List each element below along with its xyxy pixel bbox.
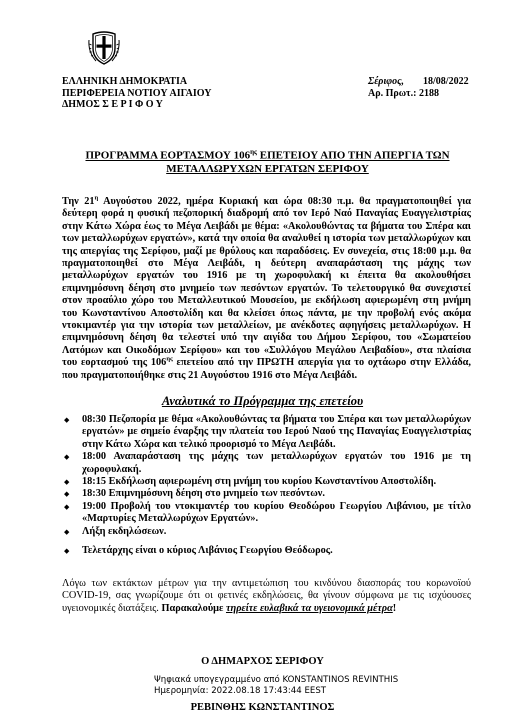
digital-signature-date: Ημερομηνία: 2022.08.18 17:43:44 EEST <box>154 685 327 696</box>
program-item: ◆ 19:00 Προβολή του ντοκιμαντέρ του κυρίου Θεοδώρου Γεωργίου Λιβάνιου, με τίτλο «Μαρτυρίες Μεταλλωρύχων Εργατών». <box>64 500 471 525</box>
program-item: ◆ 18:30 Επιμνημόσυνη δέηση στο μνημείο των πεσόντων. <box>64 488 325 500</box>
diamond-bullet-icon: ◆ <box>64 453 70 462</box>
diamond-bullet-icon: ◆ <box>64 527 70 536</box>
program-item: ◆ 08:30 Πεζοπορία με θέμα «Ακολουθώντας τα βήματα του Σπέρα και των μεταλλωρύχων εργατών» με σημείο έναρξης την πλατεία του Ιερού Ναού της Παναγίας Ευαγγελιστρίας στην Κάτω Χώρα και τελικό προορισμό το Μέγα Λειβάδι. <box>64 414 471 450</box>
diamond-bullet-icon: ◆ <box>64 478 70 487</box>
diamond-bullet-icon: ◆ <box>64 490 70 499</box>
program-heading: Αναλυτικά το Πρόγραμμα της επετείου <box>161 394 364 408</box>
signatory-title: Ο ΔΗΜΑΡΧΟΣ ΣΕΡΙΦΟΥ <box>201 656 324 667</box>
document-date: 18/08/2022 <box>423 76 469 87</box>
issuer-region: ΠΕΡΙΦΕΡΕΙΑ ΝΟΤΙΟΥ ΑΙΓΑΙΟΥ <box>62 87 212 99</box>
program-item: ◆ Λήξη εκδηλώσεων. <box>64 525 167 537</box>
diamond-bullet-icon: ◆ <box>64 547 70 555</box>
program-item: ◆ 18:00 Αναπαράσταση της μάχης των μεταλλωρύχων εργατών του 1916 με τη χωροφυλακή. <box>64 451 471 475</box>
intro-paragraph: Την $21^\eta$ Αυγούστου 2022, ημέρα Κυριακή και ώρα 08:30 π.μ. θα πραγματοποιηθεί για δεύτερη φορά η φυσική πεζοπορική διαδρομή από τον Ιερό Ναό Παναγίας Ευαγγελιστρίας στην Κάτω Χώρα έως το Μέγα Λειβάδι με θέμα: «Ακολουθώντας τα βήματα του Σπέρα και των μεταλλωρύχων εργατών», κατά την οποία θα αναλυθεί η ιστορία των μεταλλωρύχων και της απεργίας της Σερίφου, μαζί με θρύλους και παραδόσεις. Εν συνεχεία, στις 18:00 μ.μ. θα πραγματοποιηθεί στο Μέγα Λειβάδι, η δεύτερη αναπαράσταση της μάχης των μεταλλωρύχων εργατών του 1916 με τη χωροφυλακή κι έπειτα θα ακολουθήσει επιμνημόσυνη δέηση στο μνημείο των πεσόντων εργατών. Το τελετουργικό θα συνεχιστεί στον προαύλιο χώρο του Μεταλλευτικού Μουσείου, με εκδήλωση αφιερωμένη στη μνήμη του Κωνσταντίνου Αποστολίδη και θα κλείσει όπως πάντα, με την προβολή ενός ακόμα ντοκιμαντέρ για την ιστορία των μεταλλείων, με ανέκδοτες αφηγήσεις μεταλλωρύχων. Η επιμνημόσυνη δέηση θα τελεστεί υπό την αιγίδα του Δήμου Σερίφου, του «Σωματείου Λατόμων και Οικοδόμων Σερίφου» και του «Συλλόγου Μεγάλου Λειβαδίου», στα πλαίσια του εορτασμού της $106^{\eta\varsigma}$ επετείου από την ΠΡΩΤΗ απεργία για το οχτάωρο στην Ελλάδα, που πραγματοποιήθηκε στις 21 Αυγούστου 1916 στο Μέγα Λειβάδι. <box>62 194 472 381</box>
diamond-bullet-icon: ◆ <box>64 502 70 511</box>
issuer-municipality: ΔΗΜΟΣ Σ Ε Ρ Ι Φ Ο Υ <box>62 99 163 110</box>
document-meta <box>368 76 469 99</box>
issuer-country: ΕΛΛΗΝΙΚΗ ΔΗΜΟΚΡΑΤΙΑ <box>62 76 188 87</box>
protocol-number: Αρ. Πρωτ.: 2188 <box>368 87 439 99</box>
program-item: ◆ 18:15 Εκδήλωση αφιερωμένη στη μνήμη του κυρίου Κωνσταντίνου Αποστολίδη. <box>64 476 437 488</box>
digital-signature <box>154 675 398 696</box>
diamond-bullet-icon: ◆ <box>64 416 70 424</box>
greek-coat-of-arms-icon <box>88 30 120 66</box>
program-list <box>62 414 471 538</box>
document-title: ΠΡΟΓΡΑΜΜΑ ΕΟΡΤΑΣΜΟΥ $106^{\eta\varsigma}$ ΕΠΕΤΕΙΟΥ ΑΠΟ ΤΗΝ ΑΠΕΡΓΙΑ ΤΩΝ ΜΕΤΑΛΛΩΡΥΧΩΝ ΕΡΓΑΤΩΝ ΣΕΡΙΦΟΥ <box>85 148 450 175</box>
signatory-name: ΡΕΒΙΝΘΗΣ ΚΩΝΣΤΑΝΤΙΝΟΣ <box>190 702 335 713</box>
digital-signer: Ψηφιακά υπογεγραμμένο από KONSTANTINOS REVINTHIS <box>154 675 399 685</box>
covid-notice: Λόγω των εκτάκτων μέτρων για την αντιμετώπιση του κινδύνου διασποράς του κορωνοϊού COVID-19, σας γνωρίζουμε ότι οι φετινές εκδηλώσεις, θα γίνουν σύμφωνα με τις ισχύουσες υγειονομικές διατάξεις. Παρακαλούμε τηρείτε ευλαβικά τα υγειονομικά μέτρα! <box>62 578 471 614</box>
issuer-block <box>62 76 212 111</box>
document-place: Σέριφος, <box>368 76 405 87</box>
ceremony-master: ◆ Τελετάρχης είναι ο κύριος Λιβάνιος Γεωργίου Θεόδωρος. <box>64 545 333 556</box>
